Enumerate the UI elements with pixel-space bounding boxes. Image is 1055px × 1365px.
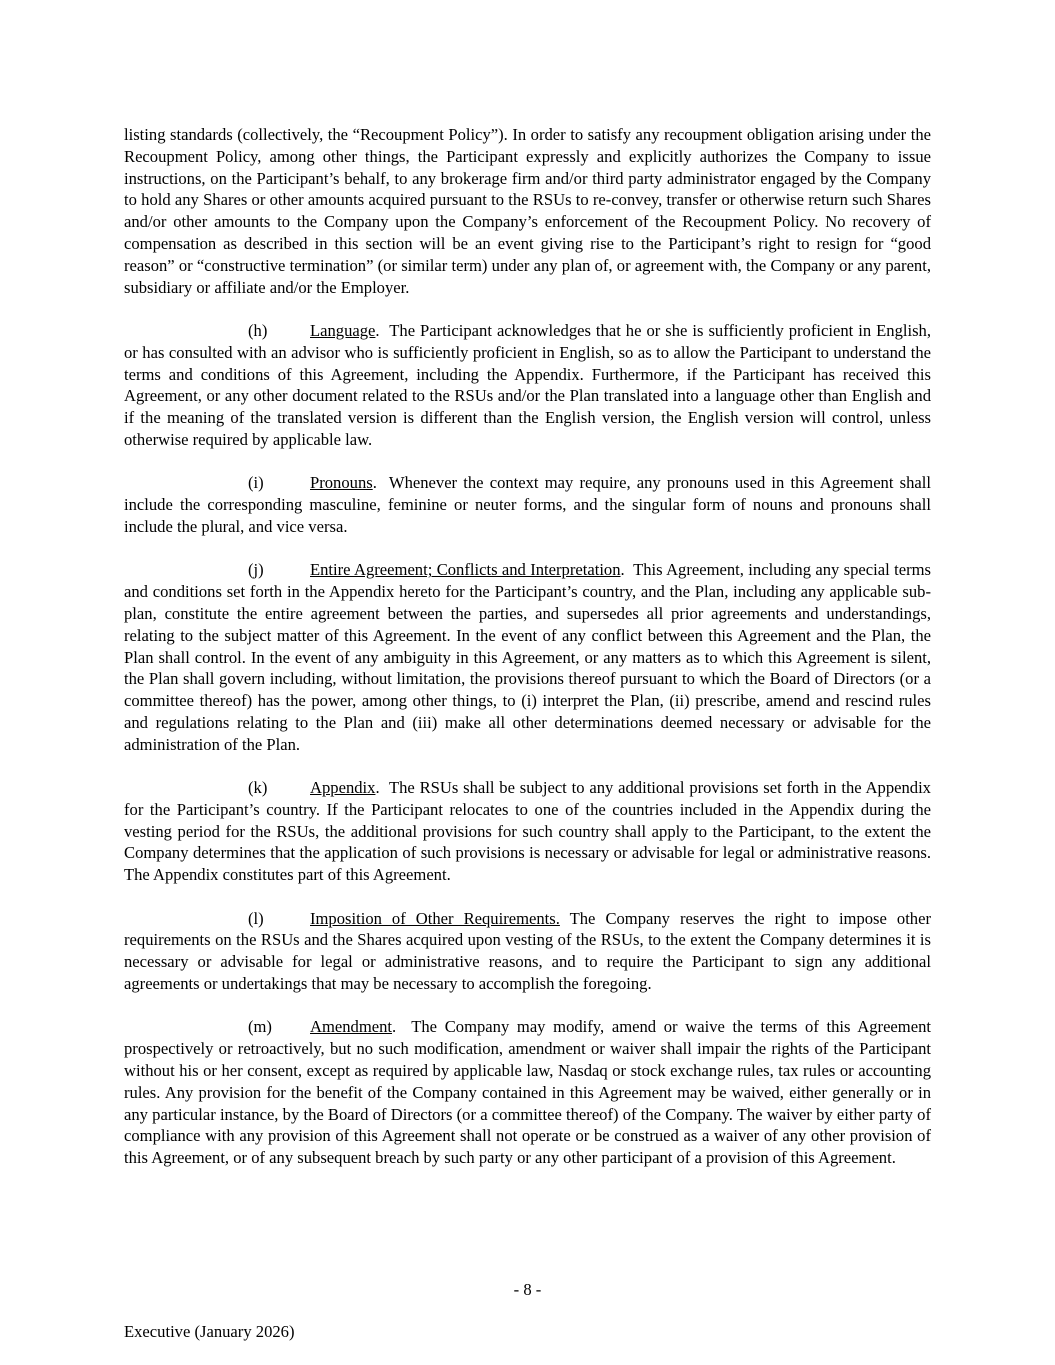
section-m	[124, 1016, 931, 1169]
heading-separator	[560, 909, 570, 928]
section-label: (j)	[248, 560, 264, 580]
section-body: This Agreement, including any special terms and conditions set forth in the Appendix hereto for the Participant’s country, and the Plan, including any applicable sub-plan, constitute the entire agreement between the parties, and supersedes all prior agreements and understandings, relating to the subject matter of this Agreement. In the event of any conflict between this Agreement and the Plan, the Plan shall control. In the event of any ambiguity in this Agreement, or any matters as to which this Agreement is silent, the Plan shall govern including, without limitation, the provisions thereof pursuant to which the Board of Directors (or a committee thereof) has the power, among other things, to (i) interpret the Plan, (ii) prescribe, amend and rescind rules and regulations relating to the Plan and (iii) make all other determinations deemed necessary or advisable for the administration of the Plan.	[124, 560, 931, 754]
section-j	[124, 559, 931, 755]
heading-separator: .	[375, 778, 389, 798]
heading-separator: .	[620, 560, 634, 580]
section-body: The Company may modify, amend or waive the terms of this Agreement prospectively or retroactively, but no such modification, amendment or waiver shall impair the rights of the Participant without his or her consent, except as required by applicable law, Nasdaq or stock exchange rules, tax rules or accounting rules. Any provision for the benefit of the Company contained in this Agreement may be waived, either generally or in any particular instance, by the Board of Directors (or a committee thereof) of the Company. The waiver by either party of compliance with any provision of this Agreement shall not operate or be construed as a waiver of any other provision of this Agreement, or of any subsequent breach by such party or any other participant of a provision of this Agreement.	[124, 1017, 931, 1168]
section-heading: Pronouns	[310, 473, 373, 493]
section-label: (k)	[248, 778, 268, 798]
section-i	[124, 472, 931, 537]
section-heading: Language	[310, 320, 376, 340]
section-label: (l)	[248, 908, 264, 928]
section-body: The RSUs shall be subject to any additional provisions set forth in the Appendix for the Participant’s country. If the Participant relocates to one of the countries included in the Appendix during the vesting period for the RSUs, the additional provisions for such country shall apply to the Participant, to the extent the Company determines that the application of such provisions is necessary or advisable for legal or administrative reasons. The Appendix constitutes part of this Agreement.	[124, 778, 931, 885]
section-label: (m)	[248, 1017, 272, 1037]
section-label: (h)	[248, 320, 268, 340]
footer-version: Executive (January 2026)	[124, 1322, 295, 1341]
heading-separator: .	[375, 320, 390, 340]
section-heading: Entire Agreement; Conflicts and Interpretation	[310, 560, 621, 580]
section-heading: Imposition of Other Requirements.	[310, 908, 560, 928]
section-k	[124, 777, 931, 886]
heading-separator: .	[372, 473, 389, 493]
continuation-paragraph: listing standards (collectively, the “Recoupment Policy”). In order to satisfy any recoupment obligation arising under the Recoupment Policy, among other things, the Participant expressly and explicitly authorizes the Company to issue instructions, on the Participant’s behalf, to any brokerage firm and/or third party administrator engaged by the Company to hold any Shares or other amounts acquired pursuant to the RSUs to re-convey, transfer or otherwise return such Shares and/or other amounts to the Company upon the Company’s enforcement of the Recoupment Policy. No recovery of compensation as described in this section will be an event giving rise to the Participant’s right to resign for “good reason” or “constructive termination” (or similar term) under any plan of, or agreement with, the Company or any parent, subsidiary or affiliate and/or the Employer.	[124, 125, 931, 297]
section-l	[124, 908, 931, 995]
heading-separator: .	[392, 1017, 412, 1037]
section-heading: Amendment	[310, 1017, 393, 1037]
page-number: - 8 -	[513, 1280, 542, 1299]
section-h	[124, 320, 931, 451]
section-body: Whenever the context may require, any pronouns used in this Agreement shall include the corresponding masculine, feminine or neuter forms, and the singular form of nouns and pronouns shall include the plural, and vice versa.	[124, 473, 931, 536]
section-body: The Participant acknowledges that he or she is sufficiently proficient in English, or has consulted with an advisor who is sufficiently proficient in English, so as to allow the Participant to understand the terms and conditions of this Agreement, including the Appendix. Furthermore, if the Participant has received this Agreement, or any other document related to the RSUs and/or the Plan translated into a language other than English and if the meaning of the translated version is different than the English version, the English version will control, unless otherwise required by applicable law.	[124, 320, 931, 449]
section-label: (i)	[248, 473, 264, 493]
document-page	[124, 124, 931, 1169]
section-body: The Company reserves the right to impose other requirements on the RSUs and the Shares acquired upon vesting of the RSUs, to the extent the Company determines it is necessary or advisable for legal or administrative reasons, and to require the Participant to sign any additional agreements or undertakings that may be necessary to accomplish the foregoing.	[124, 908, 931, 994]
section-heading: Appendix	[310, 778, 376, 798]
